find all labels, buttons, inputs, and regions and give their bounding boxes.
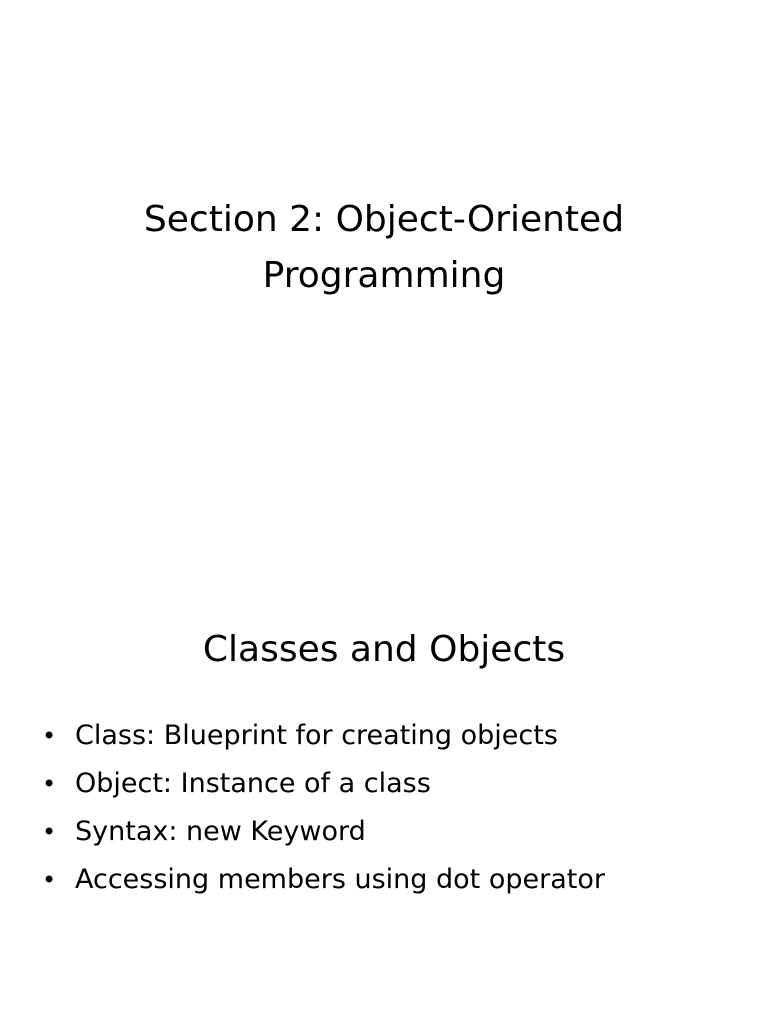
list-item bbox=[42, 808, 605, 856]
list-item bbox=[42, 856, 605, 904]
bullet-list bbox=[42, 712, 605, 904]
slide-heading: Classes and Objects bbox=[202, 629, 566, 670]
content-slide bbox=[0, 512, 768, 1024]
list-item bbox=[42, 760, 605, 808]
bullet-icon: • bbox=[42, 818, 57, 846]
list-item bbox=[42, 712, 605, 760]
bullet-icon: • bbox=[42, 722, 57, 750]
bullet-icon: • bbox=[42, 866, 57, 894]
section-title: Section 2: Object-Oriented Programming bbox=[143, 199, 625, 296]
bullet-text: Accessing members using dot operator bbox=[75, 864, 605, 895]
bullet-text: Syntax: new Keyword bbox=[75, 816, 366, 847]
bullet-text: Object: Instance of a class bbox=[75, 768, 431, 799]
bullet-icon: • bbox=[42, 770, 57, 798]
bullet-text: Class: Blueprint for creating objects bbox=[75, 720, 558, 751]
